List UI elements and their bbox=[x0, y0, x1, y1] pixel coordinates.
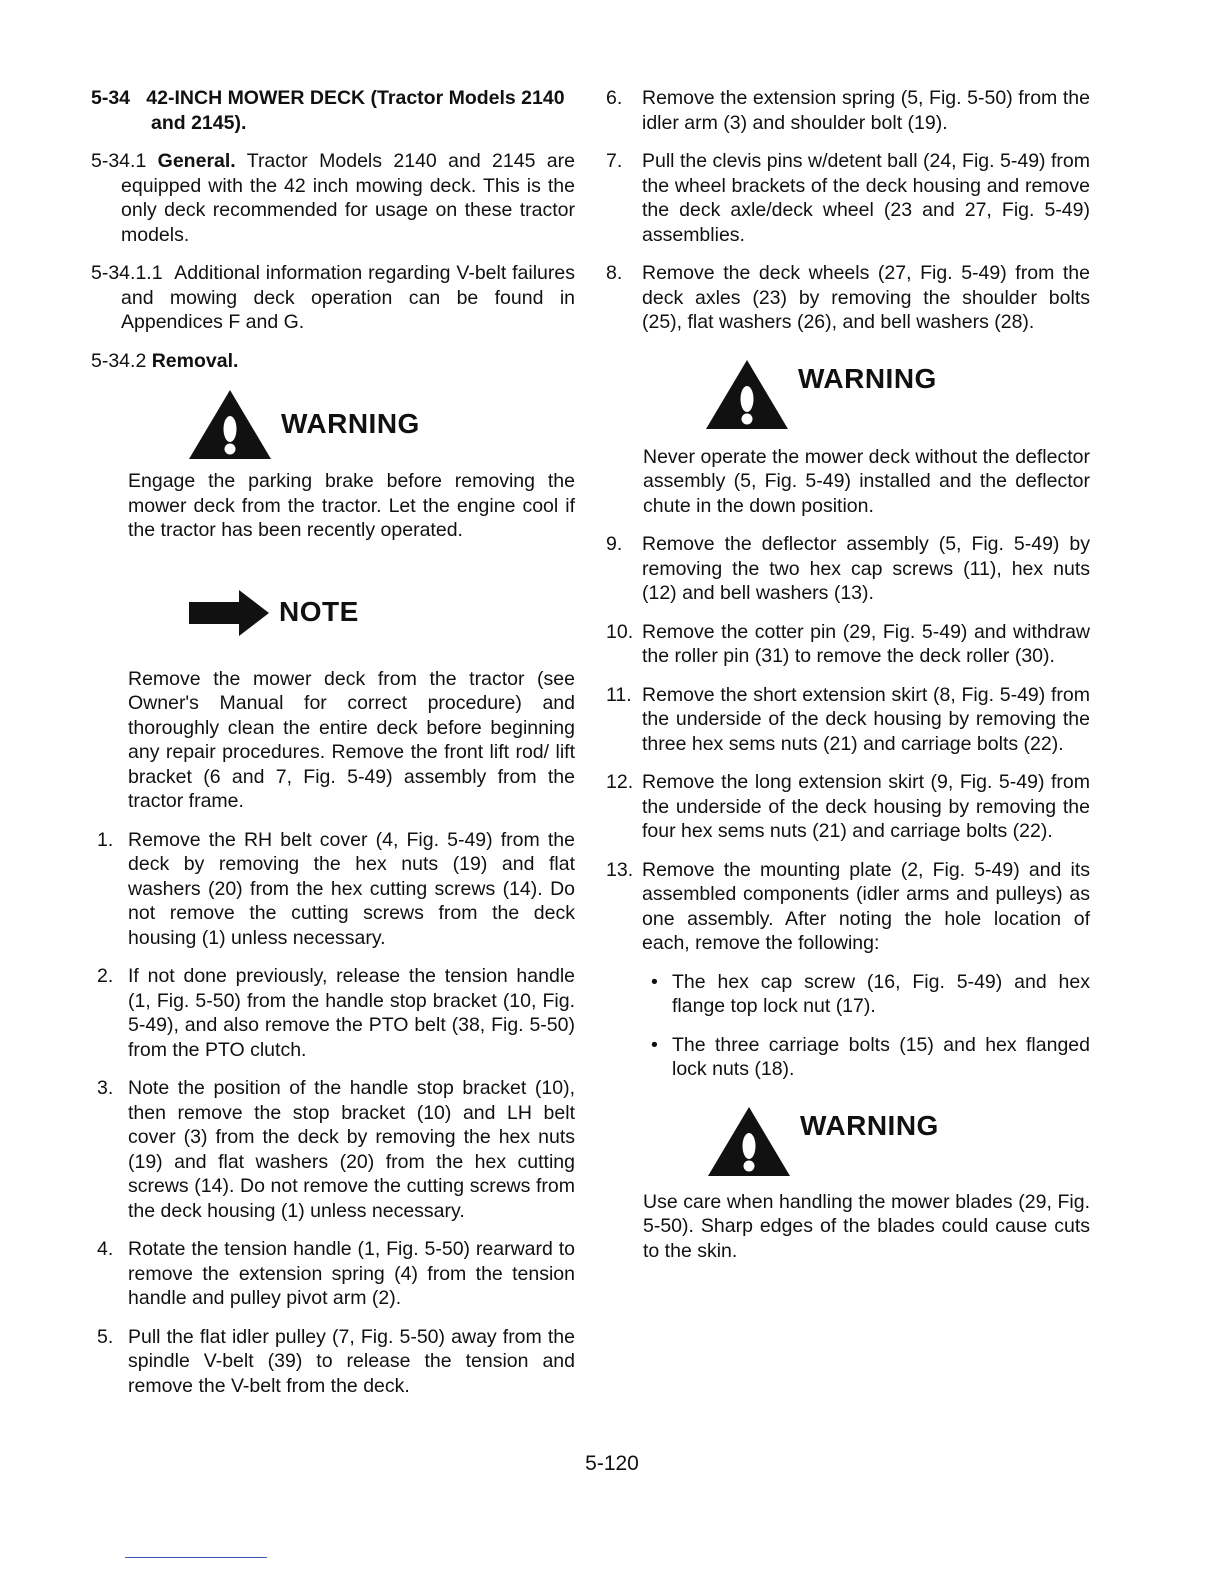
step-number: 9. bbox=[606, 533, 623, 555]
removal-title: Removal. bbox=[151, 349, 239, 372]
step-number: 4. bbox=[97, 1238, 114, 1260]
page-number: 5-120 bbox=[585, 1452, 639, 1475]
step-text: Remove the extension spring (5, Fig. 5-50) from the idler arm (3) and shoulder bolt (19). bbox=[642, 87, 1090, 134]
note-text: Remove the mower deck from the tractor (see Owner's Manual for correct procedure) and thoroughly clean the entire deck before beginning any repair procedures. Remove the front lift rod/ lift bracket (6 and 7, Fig. 5-49) assembly from the tractor frame. bbox=[128, 667, 575, 812]
step-item bbox=[606, 532, 1090, 606]
step-number: 7. bbox=[606, 150, 623, 172]
step-text: Pull the flat idler pulley (7, Fig. 5-50) away from the spindle V-belt (39) to release the tension and remove the V-belt from the deck. bbox=[128, 1325, 575, 1397]
section-number: 5-34 bbox=[91, 87, 131, 109]
step-number: 6. bbox=[606, 87, 623, 109]
bullet-text: The hex cap screw (16, Fig. 5-49) and hex flange top lock nut (17). bbox=[672, 970, 1090, 1017]
warning-label: WARNING bbox=[798, 363, 937, 395]
step-number: 13. bbox=[606, 858, 634, 881]
note-label: NOTE bbox=[279, 596, 359, 628]
general-text: Tractor Models 2140 and 2145 are equipped with the 42 inch mowing deck. This is the only deck recommended for usage on these tractor models. bbox=[121, 150, 575, 246]
additional-text: Additional information regarding V-belt failures and mowing deck operation can be found in Appendices F and G. bbox=[121, 262, 575, 333]
bullet-item bbox=[606, 970, 1090, 1019]
step-item bbox=[97, 828, 575, 951]
general-paragraph bbox=[91, 149, 575, 247]
step-text: If not done previously, release the tension handle (1, Fig. 5-50) from the handle stop bracket (10, Fig. 5-49), and also remove the PTO belt (38, Fig. 5-50) from the PTO clutch. bbox=[128, 965, 575, 1061]
step-text: Note the position of the handle stop bracket (10), then remove the stop bracket (10) and LH belt cover (3) from the deck by removing the hex nuts (19) and flat washers (20) from the hex cutting screws (14). Do not remove the cutting screws from the deck housing (1) unless necessary. bbox=[128, 1077, 575, 1222]
bullet-text: The three carriage bolts (15) and hex flanged lock nuts (18). bbox=[672, 1033, 1090, 1080]
step-item bbox=[606, 770, 1090, 844]
step-item bbox=[606, 149, 1090, 247]
general-title: General. bbox=[157, 150, 236, 172]
step-number: 1. bbox=[97, 828, 114, 851]
step-number: 12. bbox=[606, 771, 634, 793]
step-number: 10. bbox=[606, 620, 634, 643]
step-item bbox=[606, 261, 1090, 335]
warning-label: WARNING bbox=[281, 407, 420, 439]
step-number: 5. bbox=[97, 1325, 114, 1348]
section-heading bbox=[91, 86, 575, 135]
step-text: Remove the deck wheels (27, Fig. 5-49) from the deck axles (23) by removing the shoulder bolts (25), flat washers (26), and bell washers (28). bbox=[642, 262, 1090, 333]
step-number: 3. bbox=[97, 1077, 114, 1099]
arrow-right-icon bbox=[189, 590, 271, 636]
warning-callout-2 bbox=[606, 357, 1090, 431]
step-text: Remove the mounting plate (2, Fig. 5-49) and its assembled components (idler arms and pulleys) as one assembly. After noting the hole location of each, remove the following: bbox=[642, 858, 1090, 954]
step-item bbox=[97, 964, 575, 1062]
step-text: Remove the RH belt cover (4, Fig. 5-49) from the deck by removing the hex nuts (19) and flat washers (20) from the hex cutting screws (14). Do not remove the cutting screws from the deck housing (1) unless necessary. bbox=[128, 828, 575, 949]
warning-triangle-icon bbox=[704, 357, 790, 431]
step-text: Remove the deflector assembly (5, Fig. 5-49) by removing the two hex cap screws (11), hex nuts (12) and bell washers (13). bbox=[642, 533, 1090, 604]
step-item bbox=[97, 1325, 575, 1399]
warning-triangle-icon bbox=[187, 387, 273, 461]
bullet-icon: • bbox=[651, 1033, 658, 1056]
footer-divider bbox=[125, 1557, 267, 1558]
warning-triangle-icon bbox=[706, 1104, 792, 1178]
warning-text-2: Never operate the mower deck without the deflector assembly (5, Fig. 5-49) installed and the deflector chute in the down position. bbox=[643, 445, 1090, 517]
warning-text-3: Use care when handling the mower blades (29, Fig. 5-50). Sharp edges of the blades could cause cuts to the skin. bbox=[643, 1190, 1090, 1262]
right-column bbox=[606, 86, 1090, 1263]
step-item bbox=[97, 1076, 575, 1223]
removal-number: 5-34.2 bbox=[91, 349, 147, 372]
step-text: Rotate the tension handle (1, Fig. 5-50) rearward to remove the extension spring (4) from the tension handle and pulley pivot arm (2). bbox=[128, 1238, 575, 1309]
step-item bbox=[606, 86, 1090, 135]
step-text: Pull the clevis pins w/detent ball (24, Fig. 5-49) from the wheel brackets of the deck housing and remove the deck axle/deck wheel (23 and 27, Fig. 5-49) assemblies. bbox=[642, 150, 1090, 246]
step-text: Remove the cotter pin (29, Fig. 5-49) and withdraw the roller pin (31) to remove the deck roller (30). bbox=[642, 620, 1090, 667]
step-number: 8. bbox=[606, 262, 623, 284]
general-number: 5-34.1 bbox=[91, 150, 147, 172]
step-text: Remove the long extension skirt (9, Fig. 5-49) from the underside of the deck housing by removing the four hex sems nuts (21) and carriage bolts (22). bbox=[642, 771, 1090, 842]
warning-text-1: Engage the parking brake before removing the mower deck from the tractor. Let the engine cool if the tractor has been recently operated. bbox=[128, 470, 575, 541]
additional-paragraph bbox=[91, 261, 575, 335]
left-column bbox=[91, 86, 575, 1412]
bullet-item bbox=[606, 1033, 1090, 1082]
warning-callout-1 bbox=[91, 387, 575, 461]
step-text: Remove the short extension skirt (8, Fig. 5-49) from the underside of the deck housing by removing the three hex sems nuts (21) and carriage bolts (22). bbox=[642, 683, 1090, 755]
removal-heading bbox=[91, 349, 575, 374]
warning-callout-3 bbox=[606, 1104, 1090, 1178]
step-item bbox=[97, 1237, 575, 1311]
step-item bbox=[606, 683, 1090, 757]
note-callout bbox=[91, 583, 575, 643]
additional-number: 5-34.1.1 bbox=[91, 262, 163, 284]
step-item bbox=[606, 620, 1090, 669]
step-number: 2. bbox=[97, 965, 114, 987]
section-title: 42-INCH MOWER DECK (Tractor Models 2140 and 2145). bbox=[146, 87, 565, 134]
step-item bbox=[606, 858, 1090, 956]
bullet-icon: • bbox=[651, 970, 658, 993]
step-number: 11. bbox=[606, 683, 632, 706]
warning-label: WARNING bbox=[800, 1110, 939, 1142]
